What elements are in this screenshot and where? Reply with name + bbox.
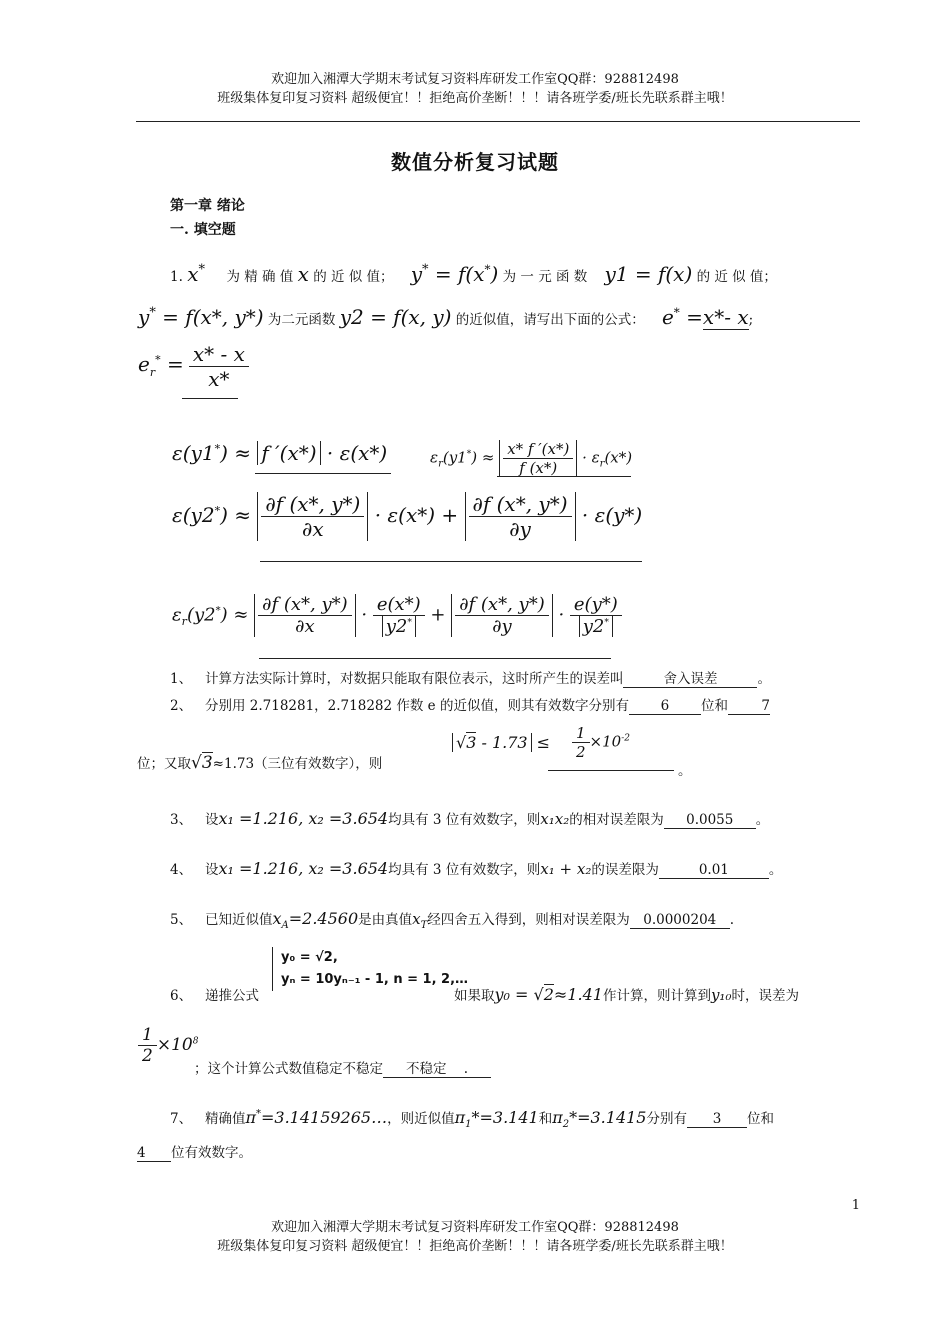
item-7-value-2: =3.141 — [479, 1108, 539, 1127]
math-e-star: e* =x*- x — [661, 305, 749, 329]
math-xstar: x* — [187, 262, 205, 286]
item-7-text-e: 位和 — [746, 1111, 774, 1127]
math-pi2: $\pi_2*$ — [552, 1108, 578, 1131]
item-6-text-d: 时，误差为 — [731, 988, 799, 1004]
item-3 — [170, 808, 769, 829]
eps-y2-underline — [260, 561, 642, 562]
intro-text-d: 的 近 似 值； — [696, 269, 777, 285]
page-number: 1 — [851, 1198, 860, 1213]
item-7-text-c: 和 — [538, 1111, 553, 1127]
math-xA: $x_A$ — [272, 909, 289, 932]
intro-line-2: y* = f(x*, y*) 为二元函数 y2 = f(x, y) 的近似值，请写出下面的公式： e* =x*- x; — [138, 305, 754, 329]
item-7-line-2 — [137, 1141, 252, 1162]
item-7-text-a: 精确值 — [204, 1111, 246, 1127]
item-7-answer-2: 4 — [137, 1145, 171, 1162]
item-6-value: ≈1.41 — [553, 985, 603, 1004]
item-6-number: 6、 — [170, 988, 193, 1004]
item-1-number: 1、 — [170, 671, 193, 687]
item-6-label — [170, 984, 259, 1004]
formula-epsr-y2: $\varepsilon_r(y2^*)$ ≈ $\frac{\partial f (x*, y*)}{\partial x}$ · $\frac{e(x*)}{y2^*}$ + $\frac{\partial f (x*, y*)}{\partial y}$ · $\frac{e(y*)}{y2^*}$ — [172, 594, 622, 637]
recurrence-line-2: yₙ = 10yₙ₋₁ - 1, n = 1, 2,… — [281, 972, 469, 987]
e-answer: x*- x — [702, 305, 749, 329]
item-4-values: x₁ =1.216, x₂ =3.654 — [218, 859, 389, 878]
math-y1: y1 = f(x) — [604, 262, 693, 286]
item-2-mid: 位和 — [700, 698, 728, 714]
intro-text-b: 的 近 似 值； — [313, 269, 394, 285]
item-6-text-b: 如果取 — [454, 988, 495, 1004]
intro-text-f: 的近似值，请写出下面的公式： — [455, 312, 645, 328]
formula-eps-y2: ε(y2*) ≈ $\frac{\partial f (x*, y*)}{\partial x}$ · ε(x*) + $\frac{\partial f (x*, y*)}{\partial y}$ · ε(y*) — [172, 492, 643, 541]
item-5-text-c: 经四舍五入得到，则相对误差限为 — [427, 912, 630, 928]
item-2-number: 2、 — [170, 698, 193, 714]
relative-error-formula — [138, 342, 249, 391]
intro-number: 1. — [170, 269, 183, 285]
item-2-answer-2: 7 — [728, 698, 770, 715]
item-5-text-b: 是由真值 — [358, 912, 413, 928]
item-3-text-c: 的相对误差限为 — [569, 812, 664, 828]
item-4-answer: 0.01 — [659, 862, 769, 879]
formula-epsr-y1: $\varepsilon_r(y1^*)$ ≈ $\frac{x* f '(x*)}{f (x*)}$ · $\varepsilon_r(x*)$ — [430, 440, 633, 477]
math-er: $e_r^*$ = — [138, 352, 184, 379]
intro-text-a: 为 精 确 值 — [226, 269, 294, 285]
er-fraction — [189, 342, 249, 391]
recurrence-system — [272, 947, 468, 991]
item-6-tail: . — [463, 1061, 468, 1077]
er-underline — [182, 398, 238, 399]
er-denominator: x* — [189, 366, 249, 391]
item-2 — [170, 694, 770, 715]
item-7-text-b: ，则近似值 — [387, 1111, 455, 1127]
math-sqrt3: √3 — [191, 753, 213, 773]
item-7-number: 7、 — [170, 1111, 193, 1127]
epsr-y1-underline — [497, 476, 631, 477]
item-6-line-2 — [194, 1057, 491, 1078]
math-x1x2: x₁x₂ — [540, 810, 570, 828]
item-5-value: =2.4560 — [288, 909, 359, 928]
item-1-text: 计算方法实际计算时，对数据只能取有限位表示，这时所产生的误差叫 — [204, 671, 624, 687]
item-3-number: 3、 — [170, 812, 193, 828]
math-x1-plus-x2: x₁ + x₂ — [540, 860, 592, 878]
item-5-tail: . — [729, 912, 735, 928]
item-1-tail: 。 — [757, 671, 771, 687]
math-ystar-fx: y* = f(x*) — [410, 262, 499, 286]
item-1-answer: 舍入误差 — [623, 667, 757, 688]
item-6-text-a: 递推公式 — [204, 988, 259, 1004]
item-2-answer-1: 6 — [629, 698, 701, 715]
item-5-number: 5、 — [170, 912, 193, 928]
header-rule — [136, 121, 860, 122]
math-ystar-fxy: y* = f(x*, y*) — [138, 305, 264, 329]
math-y0: y₀ = √2 — [494, 985, 554, 1004]
item-1 — [170, 667, 771, 688]
item-7-value: =3.14159265… — [260, 1108, 388, 1127]
math-xT: $x_T$ — [412, 910, 428, 931]
math-y10: y₁₀ — [710, 986, 732, 1004]
item-6-answer — [383, 1057, 491, 1078]
section-heading: 一. 填空题 — [170, 222, 236, 238]
formula-eps-y1: ε(y1*) ≈ f ′(x*) · ε(x*) — [172, 441, 388, 465]
item-7-value-3: =3.1415 — [577, 1108, 647, 1127]
math-pi1: $\pi_1*$ — [454, 1108, 480, 1131]
item-5-answer: 0.0000204 — [630, 912, 730, 929]
item-2-answer-underline — [548, 770, 674, 771]
item-2-text: 分别用 2.718281，2.718282 作数 e 的近似值，则其有效数字分别有 — [204, 698, 629, 714]
item-7-text-d: 分别有 — [646, 1111, 687, 1127]
math-half-10-8: $\frac{1}{2}$ $\times 10^8$ — [138, 1025, 198, 1066]
item-3-text-b: 均具有 3 位有效数字，则 — [388, 812, 541, 828]
footer-line-1: 欢迎加入湘潭大学期末考试复习资料库研发工作室QQ群：928812498 — [271, 1220, 679, 1235]
intro-text-e: 为二元函数 — [267, 312, 336, 328]
item-3-tail: 。 — [755, 812, 770, 828]
item-4-number: 4、 — [170, 862, 193, 878]
item-2-text-b: 位；又取 — [137, 756, 191, 772]
math-half-10: $\frac{1}{2}$ $\times 10^{-2}$ — [572, 724, 630, 761]
item-4-text-c: 的误差限为 — [591, 862, 659, 878]
math-sqrt3-bound: √3 - 1.73 ≤ — [452, 733, 550, 752]
header-line-2: 班级集体复印复习资料 超级便宜！！拒绝高价垄断！！！请各班学委/班长先联系群主哦！ — [217, 91, 733, 106]
intro-line-1 — [170, 262, 777, 286]
footer-line-2: 班级集体复印复习资料 超级便宜！！拒绝高价垄断！！！请各班学委/班长先联系群主哦！ — [217, 1239, 733, 1254]
item-7-answer-1: 3 — [687, 1111, 747, 1128]
page-title: 数值分析复习试题 — [391, 150, 559, 174]
item-3-answer: 0.0055 — [664, 812, 756, 829]
er-numerator: x* - x — [192, 342, 245, 366]
item-2-text-c: ≈1.73（三位有效数字），则 — [212, 756, 383, 772]
math-y2: y2 = f(x, y) — [339, 305, 452, 329]
math-pi-star: π* — [245, 1108, 261, 1127]
item-4-text-b: 均具有 3 位有效数字，则 — [388, 862, 541, 878]
header-line-1: 欢迎加入湘潭大学期末考试复习资料库研发工作室QQ群：928812498 — [271, 72, 679, 87]
math-x: x — [297, 262, 309, 286]
item-6-text — [454, 984, 799, 1004]
item-4-text-a: 设 — [204, 862, 219, 878]
item-7-text-f: 位有效数字。 — [171, 1145, 252, 1161]
eps-y1-underline — [255, 473, 391, 474]
epsr-y2-underline — [259, 658, 611, 659]
item-5-text-a: 已知近似值 — [204, 912, 273, 928]
recurrence-line-1: y₀ = √2, — [281, 950, 338, 965]
intro-text-c: 为 一 元 函 数 — [502, 269, 588, 285]
item-7 — [170, 1107, 774, 1130]
item-3-values: x₁ =1.216, x₂ =3.654 — [218, 809, 389, 828]
item-5 — [170, 908, 734, 931]
item-6-text-c: 作计算，则计算到 — [602, 988, 711, 1004]
item-2-tail: 。 — [678, 763, 692, 779]
item-4 — [170, 858, 782, 879]
chapter-heading: 第一章 绪论 — [170, 198, 245, 214]
item-4-tail: 。 — [768, 862, 783, 878]
item-6-answer-text: 不稳定 — [406, 1061, 447, 1077]
item-6-text-e: ；这个计算公式数值稳定不稳定 — [194, 1061, 383, 1077]
item-3-text-a: 设 — [204, 812, 219, 828]
item-2-line-2 — [137, 752, 382, 773]
